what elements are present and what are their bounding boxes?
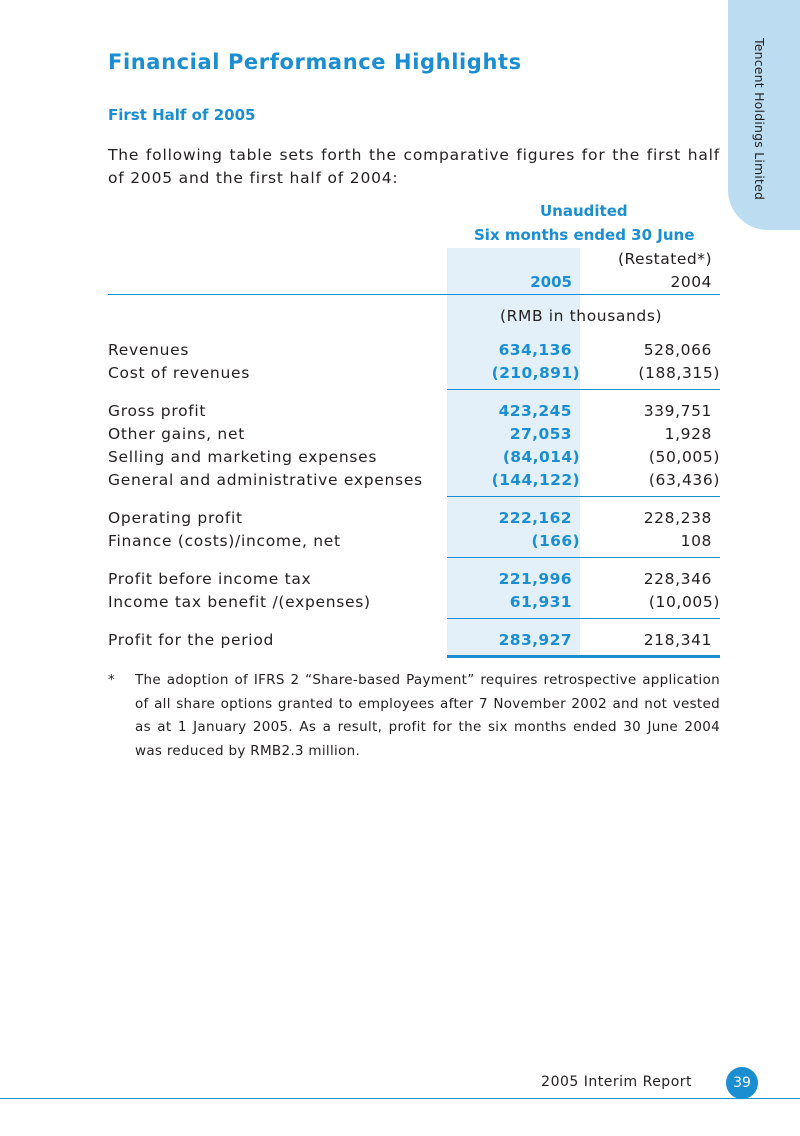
- table-row: [108, 402, 720, 425]
- value-2005: 283,927: [498, 631, 572, 649]
- company-name: Tencent Holdings Limited: [752, 38, 767, 201]
- restated-note: (Restated*): [617, 250, 712, 268]
- row-label: Cost of revenues: [108, 364, 250, 382]
- value-2005: 221,996: [498, 570, 572, 588]
- row-label: Selling and marketing expenses: [108, 448, 378, 466]
- value-2004: (50,005): [648, 448, 720, 466]
- value-2004: 339,751: [643, 402, 712, 420]
- row-label: Revenues: [108, 341, 190, 359]
- value-2005: (84,014): [502, 448, 580, 466]
- table-row: [108, 509, 720, 532]
- section-title: First Half of 2005: [108, 106, 256, 124]
- table-row: [108, 532, 720, 555]
- row-label: General and administrative expenses: [108, 471, 423, 489]
- footer-report-title: 2005 Interim Report: [541, 1074, 692, 1090]
- value-2005: 423,245: [498, 402, 572, 420]
- value-2004: 218,341: [643, 631, 712, 649]
- value-2004: 528,066: [643, 341, 712, 359]
- footer-rule: [0, 1098, 800, 1099]
- subtotal-rule: [447, 557, 720, 558]
- table-row: [108, 631, 720, 654]
- value-2005: 27,053: [509, 425, 572, 443]
- table-row: [108, 425, 720, 448]
- footnote-text: The adoption of IFRS 2 “Share-based Payment” requires retrospective application of all share options granted to employees after 7 November 2002 and not vested as at 1 January 2005. As a result, profit for the six months ended 30 June 2004 was reduced by RMB2.3 million.: [135, 672, 720, 759]
- value-2005: (166): [531, 532, 580, 550]
- row-label: Income tax benefit /(expenses): [108, 593, 371, 611]
- page-title: Financial Performance Highlights: [108, 50, 522, 74]
- row-label: Operating profit: [108, 509, 243, 527]
- value-2004: (188,315): [638, 364, 720, 382]
- table-row: [108, 471, 720, 494]
- value-2004: 1,928: [664, 425, 712, 443]
- column-header-2005: 2005: [530, 273, 572, 291]
- table-row: [108, 448, 720, 471]
- header-unaudited: Unaudited: [540, 202, 628, 220]
- column-header-2004: 2004: [670, 273, 712, 291]
- value-2004: (63,436): [648, 471, 720, 489]
- subtotal-rule: [447, 496, 720, 497]
- header-period: Six months ended 30 June: [474, 226, 695, 244]
- value-2005: 61,931: [509, 593, 572, 611]
- units-label: (RMB in thousands): [500, 307, 663, 325]
- table-row: [108, 570, 720, 593]
- table-row: [108, 593, 720, 616]
- value-2005: 222,162: [498, 509, 572, 527]
- row-label: Other gains, net: [108, 425, 245, 443]
- total-rule: [447, 655, 720, 658]
- value-2005: 634,136: [498, 341, 572, 359]
- value-2004: 228,238: [643, 509, 712, 527]
- value-2005: (144,122): [491, 471, 580, 489]
- value-2004: (10,005): [648, 593, 720, 611]
- row-label: Profit before income tax: [108, 570, 312, 588]
- footnote-mark: *: [108, 672, 115, 688]
- row-label: Gross profit: [108, 402, 207, 420]
- page-number-badge: 39: [726, 1067, 758, 1099]
- header-rule: [108, 294, 720, 295]
- value-2005: (210,891): [491, 364, 580, 382]
- table-row: [108, 341, 720, 364]
- intro-paragraph: The following table sets forth the comparative figures for the first half of 2005 and the first half of 2004:: [108, 146, 720, 187]
- subtotal-rule: [447, 618, 720, 619]
- value-2004: 228,346: [643, 570, 712, 588]
- row-label: Profit for the period: [108, 631, 275, 649]
- subtotal-rule: [447, 389, 720, 390]
- table-row: [108, 364, 720, 387]
- value-2004: 108: [680, 532, 712, 550]
- row-label: Finance (costs)/income, net: [108, 532, 341, 550]
